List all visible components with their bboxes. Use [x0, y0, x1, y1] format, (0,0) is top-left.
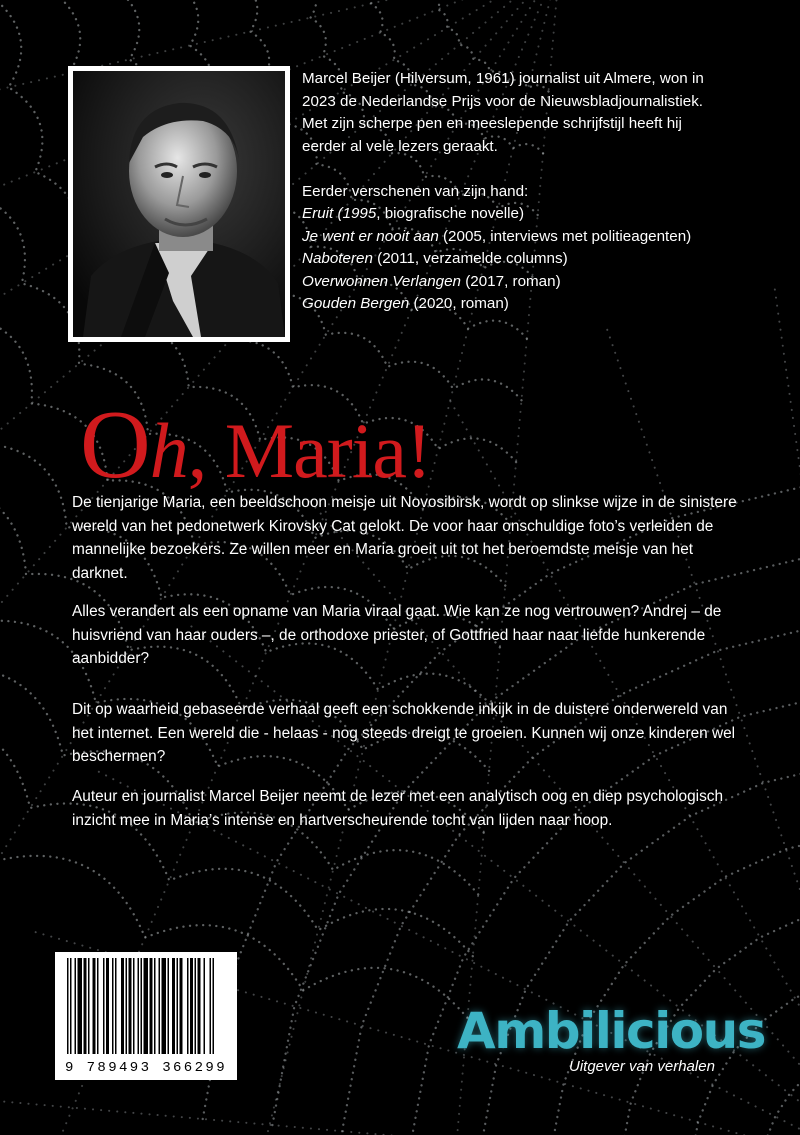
publisher-name: Ambilicious: [457, 1002, 765, 1060]
work-title: Eruit (1995: [302, 205, 377, 222]
work-title: Gouden Bergen: [302, 295, 410, 312]
book-title: [80, 391, 431, 499]
author-bio-line: Met zijn scherpe pen en meeslepende schrijfstijl heeft hij: [302, 115, 682, 132]
barcode-bar: [144, 958, 149, 1054]
barcode-bar: [112, 958, 114, 1054]
barcode-bar: [172, 958, 175, 1054]
barcode-bar: [159, 958, 161, 1054]
barcode-bar: [177, 958, 179, 1054]
barcode-bar: [97, 958, 99, 1054]
author-bio: [302, 68, 772, 316]
barcode-bar: [75, 958, 77, 1054]
book-title-italic-letter: h: [149, 407, 188, 494]
barcode-bar: [67, 958, 69, 1054]
isbn-barcode: [55, 952, 237, 1080]
author-photo: [68, 66, 290, 342]
work-title: Je went er nooit aan: [302, 227, 439, 245]
barcode-bar: [115, 958, 117, 1054]
blurb-paragraph: De tienjarige Maria, een beeldschoon meisje uit Novosibirsk, wordt op slinkse wijze in de sinistere wereld van het pedonetwerk Kirovsky Cat gelokt. De voor haar onschuldige foto’s verleiden de mannelijke bezoekers. Ze willen meer en Maria groeit uit tot het beroemdste meisje van het darknet.: [72, 494, 737, 582]
author-bio-line: eerder al vele lezers geraakt.: [302, 137, 498, 155]
blurb-paragraph: Auteur en journalist Marcel Beijer neemt de lezer met een analytisch oog en diep psychologisch inzicht mee in Maria’s intense en hartverscheurende tocht van lijden naar hoop.: [72, 788, 724, 829]
barcode-bar: [187, 958, 189, 1054]
barcode-bar: [103, 958, 105, 1054]
previous-work-item: [302, 271, 772, 294]
barcode-bar: [70, 958, 72, 1054]
blurb-paragraph: Dit op waarheid gebaseerde verhaal geeft een schokkende inkijk in de duistere onderwereld van het internet. Een wereld die - helaas - nog steeds dreigt te groeien. Kunnen wij onze kinderen wel beschermen?: [72, 701, 736, 765]
previous-work-item: [302, 226, 772, 249]
web-strand: [3, 1102, 800, 1135]
barcode-bar: [133, 958, 135, 1054]
barcode-bar: [84, 958, 87, 1054]
publisher-logo: [457, 1002, 765, 1075]
barcode-bar: [150, 958, 153, 1054]
barcode-bar: [210, 958, 212, 1054]
barcode-bar: [162, 958, 167, 1054]
barcode-bar: [129, 958, 132, 1054]
author-portrait-image: [73, 71, 285, 337]
barcode-bar: [213, 958, 215, 1054]
barcode-bars: [55, 952, 237, 1060]
barcode-bar: [78, 958, 83, 1054]
previous-work-item: [302, 248, 772, 271]
previous-works-list: [302, 203, 772, 316]
previous-work-item: [302, 293, 772, 316]
work-detail: , biografische novelle): [376, 205, 525, 222]
barcode-bar: [88, 958, 90, 1054]
work-title: Overwonnen Verlangen: [302, 272, 462, 290]
web-strand: [775, 289, 800, 1135]
blurb-paragraph: Alles verandert als een opname van Maria viraal gaat. Wie kan ze nog vertrouwen? Andrej – de huisvriend van haar ouders –, de orthodoxe priester, of Gottfried haar naar liefde hunkerende aanbidder?: [72, 603, 722, 667]
barcode-bar: [126, 958, 128, 1054]
barcode-bar: [198, 958, 201, 1054]
barcode-bar: [168, 958, 170, 1054]
web-strand: [761, 1041, 800, 1135]
barcode-bar: [190, 958, 193, 1054]
publisher-tagline: Uitgever van verhalen: [569, 1058, 715, 1075]
work-title: Naboteren: [302, 250, 373, 267]
barcode-bar: [204, 958, 206, 1054]
author-bio-line: Marcel Beijer (Hilversum, 1961) journalist uit Almere, won in: [302, 70, 704, 87]
barcode-bar: [106, 958, 109, 1054]
work-detail: (2020, roman): [409, 295, 509, 312]
barcode-bar: [195, 958, 197, 1054]
work-detail: (2011, verzamelde columns): [372, 250, 568, 267]
previous-works-heading: Eerder verschenen van zijn hand:: [302, 182, 529, 200]
barcode-bar: [93, 958, 96, 1054]
barcode-bar: [138, 958, 140, 1054]
barcode-bar: [154, 958, 156, 1054]
author-bio-line: 2023 de Nederlandse Prijs voor de Nieuwsbladjournalistiek.: [302, 92, 704, 110]
previous-work-item: [302, 203, 772, 226]
barcode-bar: [141, 958, 143, 1054]
work-detail: (2017, roman): [461, 272, 561, 290]
book-title-rest: , Maria!: [187, 407, 431, 494]
barcode-bar: [180, 958, 183, 1054]
isbn-number: 9 789493 366299: [64, 1060, 228, 1076]
barcode-bar: [121, 958, 124, 1054]
book-title-initial: O: [80, 391, 150, 499]
work-detail: (2005, interviews met politieagenten): [438, 227, 692, 245]
